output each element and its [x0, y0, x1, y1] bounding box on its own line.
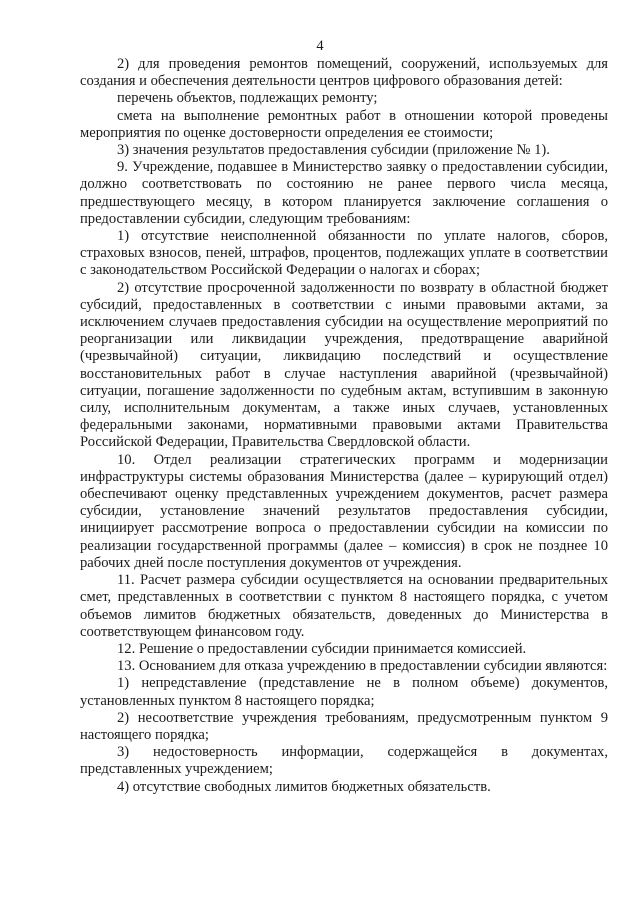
paragraph-13-1-missing-documents: 1) непредставление (представление не в полном объеме) документов, установленных пунктом 8 настоящего порядка; [80, 675, 608, 709]
paragraph-13-3-false-information: 3) недостоверность информации, содержащейся в документах, представленных учреждением; [80, 744, 608, 778]
paragraph-13-4-no-budget-limits: 4) отсутствие свободных лимитов бюджетных обязательств. [117, 778, 491, 795]
paragraph-repair-objects-list: перечень объектов, подлежащих ремонту; [117, 90, 378, 107]
paragraph-9-1-no-tax-debt: 1) отсутствие неисполненной обязанности по уплате налогов, сборов, страховых взносов, пеней, штрафов, процентов, подлежащих уплате в соответствии с законодательством Российской Федерации о налогах и сборах; [80, 228, 608, 279]
paragraph-9-2-no-overdue-debt: 2) отсутствие просроченной задолженности по возврату в областной бюджет субсидий, предоставленных в соответствии с иными правовыми актами, за исключением случаев предоставления субсидии на осуществление мероприятий по реорганизации или ликвидации учреждения, предотвращение аварийной (чрезвычайной) ситуации, ликвидацию последствий и осуществление восстановительных работ в случае наступления аварийной (чрезвычайной) ситуации, погашение задолженности по судебным актам, вступившим в законную силу, исполнительным документам, а также иных случаев, установленных федеральными законами, нормативными правовыми актами Правительства Российской Федерации, Правительства Свердловской области. [80, 279, 608, 451]
paragraph-12-commission-decision: 12. Решение о предоставлении субсидии принимается комиссией. [117, 640, 527, 657]
paragraph-13-refusal-grounds: 13. Основанием для отказа учреждению в предоставлении субсидии являются: [117, 658, 608, 675]
paragraph-11-subsidy-calculation: 11. Расчет размера субсидии осуществляется на основании предварительных смет, представленных в соответствии с пунктом 8 настоящего порядка, с учетом объемов лимитов бюджетных обязательств, доведенных до Министерства в соответствующем финансовом году. [80, 572, 608, 640]
paragraph-10-department-review: 10. Отдел реализации стратегических программ и модернизации инфраструктуры системы образования Министерства (далее – курирующий отдел) обеспечивают оценку представленных учреждением документов, расчет размера субсидии, установление значений результатов предоставления субсидии, инициирует рассмотрение вопроса о предоставлении субсидии на комиссии по реализации государственной программы (далее – комиссия) в срок не позднее 10 рабочих дней после поступления документов от учреждения. [80, 451, 608, 571]
paragraph-3-result-values: 3) значения результатов предоставления субсидии (приложение № 1). [117, 142, 550, 159]
document-body [80, 56, 608, 796]
paragraph-13-2-non-compliance: 2) несоответствие учреждения требованиям, предусмотренным пунктом 9 настоящего порядка; [80, 709, 608, 743]
paragraph-repair-estimate: смета на выполнение ремонтных работ в отношении которой проведены мероприятия по оценке достоверности определения ее стоимости; [80, 107, 608, 141]
paragraph-2-repairs: 2) для проведения ремонтов помещений, сооружений, используемых для создания и обеспечения деятельности центров цифрового образования детей: [80, 56, 608, 90]
paragraph-9-requirements: 9. Учреждение, подавшее в Министерство заявку о предоставлении субсидии, должно соответствовать по состоянию не ранее первого числа месяца, предшествующего месяцу, в котором планируется заключение соглашения о предоставлении субсидии, следующим требованиям: [80, 159, 608, 227]
page-number: 4 [316, 38, 324, 54]
